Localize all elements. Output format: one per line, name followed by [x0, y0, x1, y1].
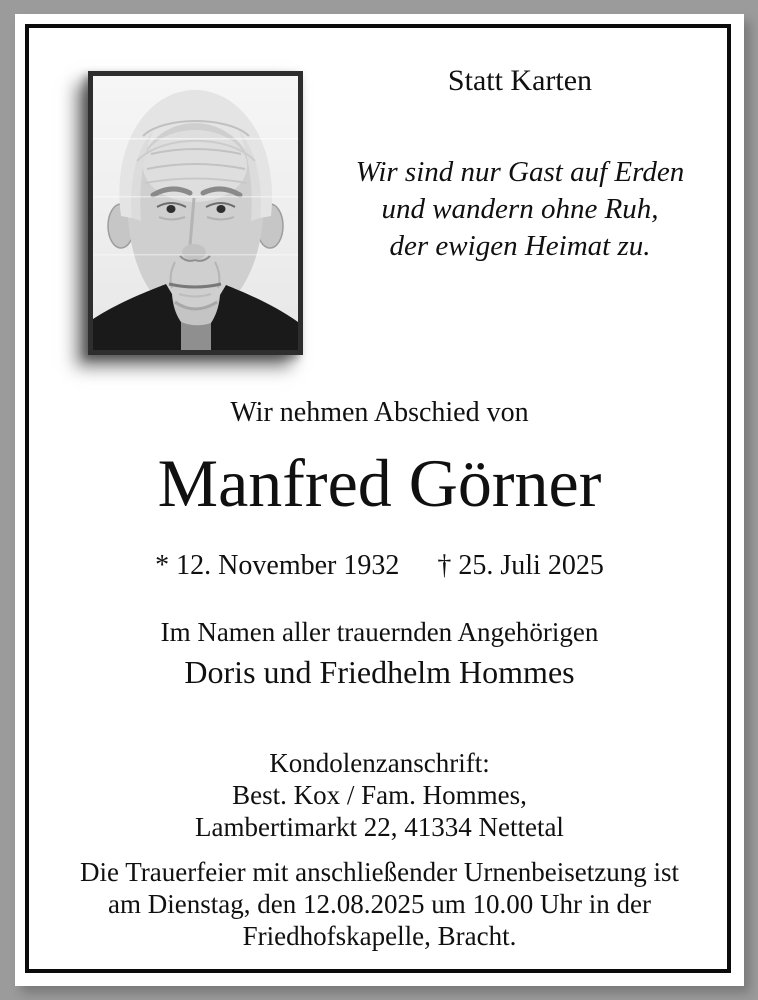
- farewell-intro: Wir nehmen Abschied von: [230, 397, 529, 428]
- family-names: Doris und Friedhelm Hommes: [184, 654, 575, 690]
- verse-line-2: und wandern ohne Ruh,: [381, 193, 659, 225]
- condolence-line-2: Lambertimarkt 22, 41334 Nettetal: [195, 812, 564, 842]
- family-intro: Im Namen aller trauernden Angehörigen: [160, 617, 599, 647]
- condolence-address: [15, 747, 744, 843]
- funeral-info: [15, 856, 744, 952]
- funeral-line-3: Friedhofskapelle, Bracht.: [242, 921, 517, 951]
- life-dates: [15, 550, 744, 582]
- condolence-title: Kondolenzanschrift:: [269, 748, 490, 778]
- statt-karten-heading: Statt Karten: [447, 64, 593, 97]
- death-date: † 25. Juli 2025: [437, 550, 604, 581]
- verse-line-1: Wir sind nur Gast auf Erden: [355, 156, 685, 188]
- birth-date: * 12. November 1932: [155, 550, 400, 581]
- portrait-illustration: [93, 76, 298, 350]
- condolence-line-1: Best. Kox / Fam. Hommes,: [232, 780, 527, 810]
- funeral-line-1: Die Trauerfeier mit anschließender Urnenbeisetzung ist: [79, 857, 680, 887]
- memorial-verse: [293, 154, 747, 265]
- verse-line-3: der ewigen Heimat zu.: [389, 230, 651, 262]
- funeral-line-2: am Dienstag, den 12.08.2025 um 10.00 Uhr in der: [108, 889, 651, 919]
- obituary-card: [15, 14, 744, 986]
- deceased-name: Manfred Görner: [157, 445, 602, 521]
- portrait-photo: [88, 71, 303, 355]
